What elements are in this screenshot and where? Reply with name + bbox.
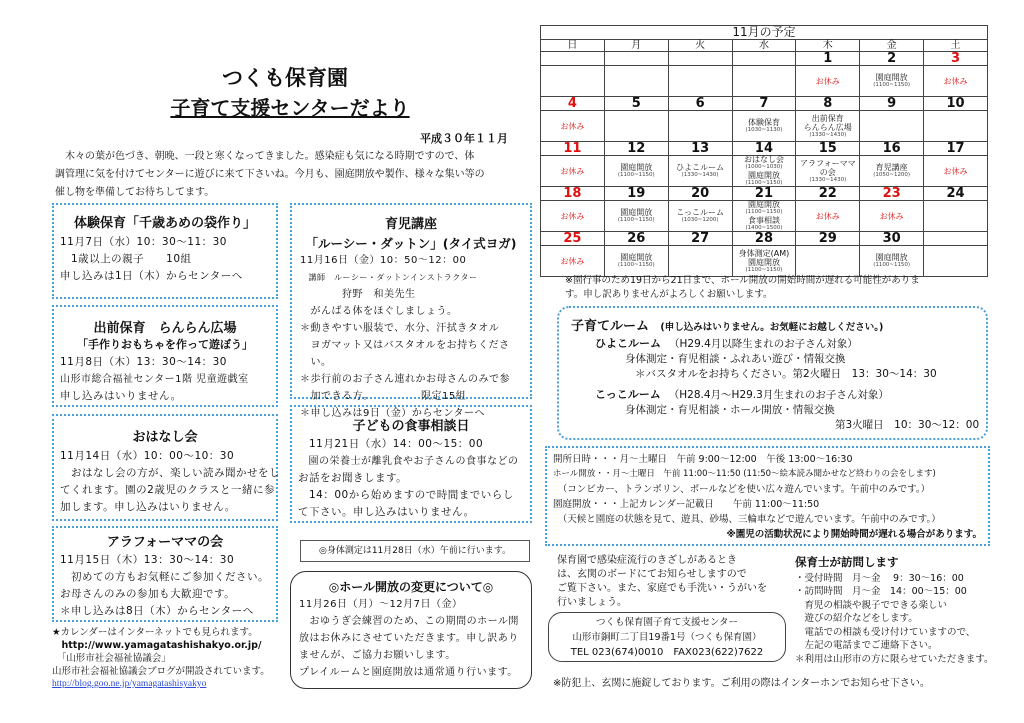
calendar-day-cell xyxy=(668,142,732,187)
calendar-day-cell xyxy=(796,52,860,97)
event-label: お休み xyxy=(560,121,585,131)
day-number: 13 xyxy=(669,142,732,156)
event-title: 出前保育 らんらん広場 xyxy=(93,321,237,336)
event-label: 園庭開放 xyxy=(620,163,653,172)
notice-line: す。申し訳ありませんがよろしくお願いします。 xyxy=(565,289,773,300)
event-title: アラフォーママの会 xyxy=(106,535,224,550)
notice-line: 行いましょう。 xyxy=(557,597,627,608)
calendar-day-cell xyxy=(796,232,860,277)
day-number: 15 xyxy=(796,142,859,156)
day-number: 22 xyxy=(796,187,859,201)
event-line: ＊申し込みは9日（金）からセンターへ xyxy=(300,408,485,419)
event-around-box xyxy=(52,526,278,622)
calendar-day-cell xyxy=(604,97,668,142)
event-line: ＊申し込みは8日（木）からセンターへ xyxy=(60,605,254,617)
event-label: こっこルーム xyxy=(676,208,725,217)
day-number: 25 xyxy=(541,232,604,246)
event-label: 園庭開放 xyxy=(875,73,908,82)
event-line: て下さい。申し込みはいりません。 xyxy=(298,506,475,518)
event-line: ＊歩行前のお子さん連れかお母さんのみで参 xyxy=(300,374,510,385)
event-line: 申し込みは1日（木）からセンターへ xyxy=(60,270,243,282)
event-line: 園の栄養士が離乳食やお子さんの食事などの xyxy=(298,456,519,467)
event-time: (1100~1150) xyxy=(617,217,655,223)
event-label: お休み xyxy=(560,256,585,266)
calendar-table xyxy=(540,25,988,277)
event-shokuji-box xyxy=(290,405,532,523)
footer-links xyxy=(52,626,270,691)
event-time: (1100~1150) xyxy=(873,262,911,268)
day-number: 2 xyxy=(860,52,923,66)
hall-line: ませんが、ご協力お願いします。 xyxy=(299,650,456,661)
event-time: (1030~1200) xyxy=(681,217,719,223)
center-name: つくも保育園 xyxy=(222,66,348,90)
hokenshi-line: 育児の相談や親子でできる楽しい xyxy=(795,599,948,611)
event-title: 体験保育「千歳あめの袋作り」 xyxy=(73,216,256,231)
newsletter-title: 子育て支援センターだより xyxy=(170,96,410,120)
day-number: 30 xyxy=(860,232,923,246)
hiyoko-desc: 身体測定・育児相談・ふれあい遊び・情報交換 xyxy=(625,353,846,365)
event-line: 加します。申し込みはいりません。 xyxy=(60,501,236,513)
event-time: (1100~1150) xyxy=(745,266,783,273)
event-line: おはなし会の方が、楽しい読み聞かせをし xyxy=(60,467,280,479)
event-line: 1歳以上の親子 10組 xyxy=(60,253,192,265)
day-number: 14 xyxy=(733,142,796,156)
calendar-day-cell xyxy=(541,142,605,187)
event-label: 園庭開放 xyxy=(620,253,653,262)
calendar-day-cell xyxy=(732,97,796,142)
calendar-day-cell xyxy=(924,52,988,97)
hokenshi-line: ・受付時間 月～金 9：30～16：00 xyxy=(795,572,964,584)
shintai-note: ◎身体測定は11月28日（水）午前に行います。 xyxy=(300,540,530,562)
day-number: 24 xyxy=(924,187,987,201)
event-label: アラフォーママの会 xyxy=(799,158,856,177)
day-number: 21 xyxy=(733,187,796,201)
event-line: い。 xyxy=(300,357,332,368)
event-line: お話をお聞きします。 xyxy=(298,472,408,484)
event-label: お休み xyxy=(943,76,968,86)
day-number xyxy=(541,52,604,66)
hours-line: （天候と園庭の状態を見て、遊具、砂場、三輪車などで遊んでいます。午前中のみです。） xyxy=(553,514,941,525)
event-time: (1100~1150) xyxy=(745,209,783,215)
event-label: お休み xyxy=(879,211,904,221)
day-number: 11 xyxy=(541,142,604,156)
kokko-name: こっこルーム xyxy=(595,388,661,401)
event-time: (1100~1150) xyxy=(617,172,655,178)
event-time: (1030~1130) xyxy=(745,127,783,133)
event-label: 育児講座 xyxy=(875,163,908,172)
event-line: 11月14日（水）10：00～10：30 xyxy=(60,450,235,462)
hours-box xyxy=(545,446,990,546)
calendar-day-cell xyxy=(796,187,860,232)
notice-line: 保育園で感染症流行のきざしがあるとき xyxy=(557,555,737,566)
kosodate-title: 子育てルーム xyxy=(571,319,650,334)
footer-line: 山形市社会福祉協議会ブログが開設されています。 xyxy=(52,666,270,677)
event-label: 体験保育 xyxy=(747,118,780,127)
kokko-time: 第3火曜日 10：30～12：00 xyxy=(835,419,980,431)
event-line: てくれます。園の2歳児のクラスと一緒に参 xyxy=(60,484,276,496)
event-label: お休み xyxy=(815,211,840,221)
hours-line: （コンビカー、トランポリン、ボールなどを使い広々遊んでいます。午前中のみです。） xyxy=(553,484,931,495)
calendar-day-cell xyxy=(604,187,668,232)
event-subtitle: 「ルーシー・ダットン」(タイ式ヨガ) xyxy=(305,236,517,251)
calendar-day-cell xyxy=(924,142,988,187)
hours-warning: ※園児の活動状況により開始時間が遅れる場合があります。 xyxy=(726,529,982,540)
event-label: 園庭開放 xyxy=(620,208,653,217)
day-number: 27 xyxy=(669,232,732,246)
event-label: 園庭開放 xyxy=(747,200,780,209)
calendar-day-cell xyxy=(541,187,605,232)
calendar-day-cell xyxy=(541,97,605,142)
hokenshi-title: 保育士が訪問します xyxy=(795,555,899,569)
event-time: (1100~1150) xyxy=(873,82,911,88)
event-label: お休み xyxy=(560,166,585,176)
event-demae-box xyxy=(52,305,278,407)
greeting-line: 木々の葉が色づき、朝晩、一段と寒くなってきました。感染症も気になる時期ですので、体 xyxy=(55,151,475,162)
calendar-month-title: 11月の予定 xyxy=(541,26,988,40)
event-label: 園庭開放 xyxy=(747,171,780,180)
day-number: 4 xyxy=(541,97,604,111)
hokenshi-line: ・訪問時間 月～金 14：00～15：00 xyxy=(795,586,967,597)
security-note: ※防犯上、玄関に施錠しております。ご利用の際はインターホンでお知らせ下さい。 xyxy=(553,678,930,689)
hokenshi-line: 電話での相談も受け付けていますので、 xyxy=(795,626,976,638)
event-time: (1330~1430) xyxy=(681,172,719,178)
hall-line: プレイルームと園庭開放は通常通り行います。 xyxy=(299,667,518,678)
calendar-day-cell xyxy=(668,187,732,232)
day-number xyxy=(733,52,796,66)
day-number: 1 xyxy=(796,52,859,66)
calendar-day-cell xyxy=(668,97,732,142)
day-number: 7 xyxy=(733,97,796,111)
event-line: 狩野 和美先生 xyxy=(300,289,416,300)
event-line: 11月15日（木）13：30～14：30 xyxy=(60,554,235,566)
event-line: 申し込みはいりません。 xyxy=(60,390,182,402)
weekday-header: 火 xyxy=(668,40,732,52)
hiyoko-cond: （H29.4月以降生まれのお子さん対象） xyxy=(669,338,858,350)
calendar-day-cell xyxy=(860,97,924,142)
event-time: (1400~1500) xyxy=(745,225,783,231)
weekday-header: 土 xyxy=(924,40,988,52)
event-label: 園庭開放 xyxy=(747,257,780,267)
day-number: 9 xyxy=(860,97,923,111)
calendar-day-cell xyxy=(732,52,796,97)
day-number: 3 xyxy=(924,52,987,66)
calendar-day-cell xyxy=(668,232,732,277)
event-time: (1330~1430) xyxy=(809,176,847,183)
footer-line: 「山形市社会福祉協議会」 xyxy=(52,653,171,664)
day-number: 20 xyxy=(669,187,732,201)
contact-box xyxy=(548,612,786,662)
event-line: 11月21日（水）14：00～15：00 xyxy=(298,438,484,450)
event-ohanashi-box xyxy=(52,414,278,521)
calendar-day-cell xyxy=(732,142,796,187)
day-number: 19 xyxy=(605,187,668,201)
event-ikuji-box xyxy=(290,203,532,419)
event-title: 子どもの食事相談日 xyxy=(352,419,470,434)
weekday-header: 金 xyxy=(860,40,924,52)
day-number: 18 xyxy=(541,187,604,201)
kokko-cond: （H28.4月～H29.3月生まれのお子さん対象） xyxy=(668,389,889,401)
event-title: 育児講座 xyxy=(384,217,437,232)
event-label: おはなし会 xyxy=(743,155,784,164)
notice-line: は、玄関のボードにてお知らせしますので xyxy=(557,569,747,580)
contact-name: つくも保育園子育て支援センター xyxy=(595,617,739,628)
calendar-day-cell xyxy=(732,187,796,232)
notice-line: ※園行事のため19日から21日まで、ホール開放の開始時間が遅れる可能性がありま xyxy=(565,275,920,286)
event-line: ヨガマット又はバスタオルをお持ちくださ xyxy=(300,340,510,351)
contact-phone: TEL 023(674)0010 FAX023(622)7622 xyxy=(570,647,764,658)
weekday-header: 日 xyxy=(541,40,605,52)
calendar-day-cell xyxy=(860,52,924,97)
event-label: らんらん広場 xyxy=(803,122,852,132)
calendar-day-cell xyxy=(860,232,924,277)
hall-notice xyxy=(565,274,985,302)
event-line: ＊動きやすい服装で、水分、汗拭きタオル xyxy=(300,323,500,334)
weekday-header: 水 xyxy=(732,40,796,52)
blog-link[interactable]: http://blog.goo.ne.jp/yamagatashisyakyo xyxy=(52,679,207,689)
event-subtitle: 「手作りおもちゃを作って遊ぼう」 xyxy=(77,338,253,351)
contact-address: 山形市銅町二丁目19番1号（つくも保育園） xyxy=(572,632,762,643)
event-line: がんばる体をほぐしましょう。 xyxy=(300,306,458,317)
day-number: 12 xyxy=(605,142,668,156)
calendar-day-cell xyxy=(924,97,988,142)
event-time: (1330~1430) xyxy=(809,131,847,138)
event-time: (1100~1150) xyxy=(745,180,783,186)
day-number: 23 xyxy=(860,187,923,201)
event-line: 加できる方。 限定15組 xyxy=(300,391,467,402)
calendar-day-cell xyxy=(668,52,732,97)
calendar-day-cell xyxy=(860,187,924,232)
event-time: (1000~1030) xyxy=(745,164,783,170)
calendar-day-cell xyxy=(860,142,924,187)
event-line: 11月16日（金）10：50～12：00 xyxy=(300,255,467,266)
event-label: ひよこルーム xyxy=(676,163,725,172)
issue-date: 平成３０年１１月 xyxy=(420,132,508,145)
day-number xyxy=(605,52,668,66)
calendar-day-cell xyxy=(604,232,668,277)
greeting-line: 調管理に気を付けてセンターに遊びに来て下さいね。今月も、園庭開放や製作、様々な集い等の xyxy=(55,169,485,180)
kosodate-note: (申し込みはいりません。お気軽にお越しください。) xyxy=(660,322,884,333)
event-line: 11月8日（木）13：30～14：30 xyxy=(60,356,227,368)
calendar-day-cell xyxy=(924,232,988,277)
calendar-day-cell xyxy=(541,232,605,277)
greeting xyxy=(55,148,535,202)
hokenshi-line: ＊利用は山形市の方に限らせていただきます。 xyxy=(795,653,994,665)
day-number: 8 xyxy=(796,97,859,111)
hiyoko-name: ひよこルーム xyxy=(595,337,661,350)
calendar-day-cell xyxy=(604,52,668,97)
weekday-header: 木 xyxy=(796,40,860,52)
notice-line: ご覧下さい。また、家庭でも手洗い・うがいを xyxy=(557,583,767,594)
calendar-day-cell xyxy=(924,187,988,232)
day-number: 29 xyxy=(796,232,859,246)
hiyoko-time: ＊バスタオルをお持ちください。第2火曜日 13：30～14：30 xyxy=(635,368,937,380)
hokenshi-line: 左記の電話までご連絡下さい。 xyxy=(795,640,938,651)
event-taiken-box xyxy=(52,203,278,299)
site-link[interactable]: http://www.yamagatashishakyo.or.jp/ xyxy=(52,640,262,651)
event-line: お母さんのみの参加も大歓迎です。 xyxy=(60,588,236,600)
event-line: 11月7日（水）10：30～11：30 xyxy=(60,236,227,248)
calendar-day-cell xyxy=(732,232,796,277)
calendar-day-cell xyxy=(796,97,860,142)
event-label: 食事相談 xyxy=(747,216,780,225)
day-number: 26 xyxy=(605,232,668,246)
event-title: おはなし会 xyxy=(132,430,198,445)
event-time: (1050~1200) xyxy=(873,172,911,178)
day-number: 16 xyxy=(860,142,923,156)
event-label: 身体測定(AM) xyxy=(738,248,790,258)
event-line: 14：00から始めますので時間までいらし xyxy=(298,489,514,501)
calendar-day-cell xyxy=(604,142,668,187)
event-line: 山形市総合福祉センター1階 児童遊戯室 xyxy=(60,374,249,385)
day-number: 5 xyxy=(605,97,668,111)
day-number xyxy=(669,52,732,66)
day-number: 28 xyxy=(733,232,796,246)
event-label: お休み xyxy=(560,211,585,221)
kokko-desc: 身体測定・育児相談・ホール開放・情報交換 xyxy=(625,404,835,416)
day-number: 10 xyxy=(924,97,987,111)
day-number: 17 xyxy=(924,142,987,156)
hours-line: ホール開放・・月～土曜日 午前 11:00～11:50 (11:50～絵本読み聞かせなど終わりの会をします) xyxy=(553,469,936,479)
hours-line: 開所日時・・・月～土曜日 午前 9:00～12:00 午後 13:00～16:30 xyxy=(553,454,853,465)
hall-line: 11月26日（月）～12月7日（金） xyxy=(299,599,463,610)
hall-change-box xyxy=(290,571,532,689)
event-line: 初めての方もお気軽にご参加ください。 xyxy=(60,571,269,583)
hours-line: 園庭開放・・・上記カレンダー記載日 午前 11:00～11:50 xyxy=(553,499,820,510)
infection-notice xyxy=(557,554,789,610)
event-time: (1100~1150) xyxy=(617,262,655,268)
event-label: 出前保育 xyxy=(811,113,844,123)
calendar-day-cell xyxy=(541,52,605,97)
hall-line: 放はお休みにさせていただきます。申し訳あり xyxy=(299,633,519,644)
hokenshi-line: 遊びの紹介などをします。 xyxy=(795,613,918,624)
day-number: 6 xyxy=(669,97,732,111)
hall-line: おゆうぎ会練習のため、この期間のホール開 xyxy=(299,616,519,627)
hall-change-title: ◎ホール開放の変更について◎ xyxy=(328,580,494,594)
event-label: 園庭開放 xyxy=(875,253,908,262)
footer-line: ★カレンダーはインターネットでも見られます。 xyxy=(52,627,258,638)
weekday-header: 月 xyxy=(604,40,668,52)
greeting-line: 催し物を準備してお待ちしてます。 xyxy=(55,187,215,198)
event-label: お休み xyxy=(943,166,968,176)
day-number xyxy=(924,232,987,246)
hokenshi-box xyxy=(795,556,1015,666)
event-line: 講師 ルーシー・ダットンインストラクター xyxy=(300,273,478,282)
calendar-day-cell xyxy=(796,142,860,187)
event-label: お休み xyxy=(815,76,840,86)
kosodate-room-box xyxy=(557,306,988,440)
